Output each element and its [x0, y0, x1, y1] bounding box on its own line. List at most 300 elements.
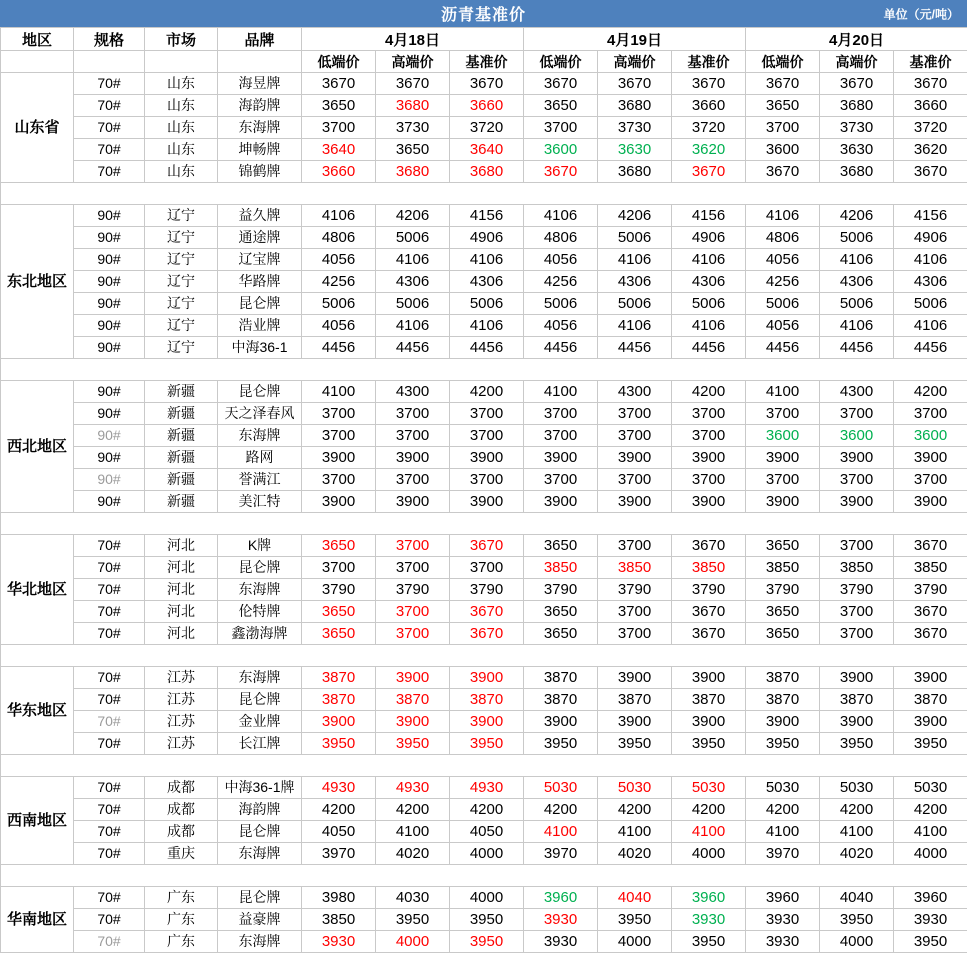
spec-cell: 90#: [74, 381, 145, 403]
price-cell: 3700: [302, 425, 376, 447]
price-cell: 4056: [524, 315, 598, 337]
price-cell: 3670: [524, 161, 598, 183]
table-row: [1, 205, 967, 227]
price-cell: 3700: [894, 469, 967, 491]
price-cell: 3730: [598, 117, 672, 139]
price-cell: 3670: [746, 161, 820, 183]
price-cell: 3790: [598, 579, 672, 601]
price-cell: 3950: [450, 931, 524, 953]
price-cell: 3700: [820, 535, 894, 557]
market-cell: 山东: [145, 95, 218, 117]
price-cell: 3900: [524, 711, 598, 733]
market-cell: 辽宁: [145, 249, 218, 271]
price-subheader-low: 低端价: [524, 51, 598, 73]
price-cell: 3720: [672, 117, 746, 139]
price-cell: 3670: [672, 601, 746, 623]
table-row: [1, 447, 967, 469]
market-cell: 广东: [145, 887, 218, 909]
price-cell: 4456: [376, 337, 450, 359]
separator-cell: [1, 755, 967, 777]
region-label: 西北地区: [1, 381, 74, 513]
price-cell: 3700: [376, 557, 450, 579]
market-cell: 河北: [145, 601, 218, 623]
price-cell: 3650: [746, 601, 820, 623]
price-cell: 3790: [302, 579, 376, 601]
price-cell: 5006: [672, 293, 746, 315]
price-cell: 3790: [450, 579, 524, 601]
price-cell: 4806: [746, 227, 820, 249]
price-cell: 3700: [820, 601, 894, 623]
col-header-market: 市场: [145, 28, 218, 51]
table-row: [1, 249, 967, 271]
table-row: [1, 601, 967, 623]
price-cell: 3670: [894, 535, 967, 557]
price-cell: 3700: [672, 469, 746, 491]
price-cell: 3900: [746, 711, 820, 733]
price-cell: 3870: [376, 689, 450, 711]
market-cell: 江苏: [145, 667, 218, 689]
price-cell: 3900: [820, 491, 894, 513]
price-cell: 3850: [672, 557, 746, 579]
separator-cell: [1, 513, 967, 535]
price-cell: 3900: [524, 491, 598, 513]
price-cell: 4000: [450, 843, 524, 865]
price-cell: 4100: [746, 381, 820, 403]
price-cell: 3700: [820, 403, 894, 425]
price-cell: 3900: [894, 667, 967, 689]
price-cell: 3700: [524, 425, 598, 447]
market-cell: 成都: [145, 821, 218, 843]
price-cell: 3670: [672, 623, 746, 645]
price-cell: 4200: [524, 799, 598, 821]
price-cell: 3620: [894, 139, 967, 161]
price-cell: 3930: [746, 909, 820, 931]
price-cell: 4106: [746, 205, 820, 227]
price-cell: 4200: [450, 381, 524, 403]
price-cell: 3900: [524, 447, 598, 469]
brand-cell: 中海36-1: [218, 337, 302, 359]
market-cell: 辽宁: [145, 293, 218, 315]
brand-cell: 昆仑牌: [218, 887, 302, 909]
brand-cell: 海韵牌: [218, 95, 302, 117]
price-cell: 3790: [672, 579, 746, 601]
brand-cell: 坤畅牌: [218, 139, 302, 161]
price-cell: 3670: [450, 623, 524, 645]
market-cell: 辽宁: [145, 227, 218, 249]
price-cell: 4306: [598, 271, 672, 293]
price-cell: 4200: [598, 799, 672, 821]
region-label: 东北地区: [1, 205, 74, 359]
price-cell: 3660: [894, 95, 967, 117]
table-row: [1, 227, 967, 249]
table-row: [1, 95, 967, 117]
price-cell: 4020: [376, 843, 450, 865]
price-cell: 4306: [672, 271, 746, 293]
separator-row: [1, 513, 967, 535]
region-label: 山东省: [1, 73, 74, 183]
price-cell: 3600: [746, 425, 820, 447]
price-cell: 3930: [894, 909, 967, 931]
price-cell: 3960: [894, 887, 967, 909]
price-cell: 3950: [820, 909, 894, 931]
spec-cell: 90#: [74, 403, 145, 425]
price-cell: 4200: [302, 799, 376, 821]
separator-row: [1, 755, 967, 777]
table-row: [1, 491, 967, 513]
price-cell: 3950: [450, 909, 524, 931]
price-cell: 4000: [598, 931, 672, 953]
price-cell: 4256: [302, 271, 376, 293]
table-row: [1, 293, 967, 315]
price-cell: 5006: [376, 293, 450, 315]
price-cell: 4106: [820, 249, 894, 271]
spec-cell: 90#: [74, 271, 145, 293]
price-cell: 3600: [894, 425, 967, 447]
price-cell: 3900: [598, 491, 672, 513]
price-cell: 4000: [672, 843, 746, 865]
price-cell: 3680: [598, 161, 672, 183]
spec-cell: 70#: [74, 887, 145, 909]
col-header-spec: 规格: [74, 28, 145, 51]
price-cell: 4030: [376, 887, 450, 909]
price-cell: 3680: [598, 95, 672, 117]
price-cell: 4100: [524, 821, 598, 843]
table-row: [1, 843, 967, 865]
table-row: [1, 821, 967, 843]
spec-cell: 90#: [74, 205, 145, 227]
price-cell: 3900: [672, 667, 746, 689]
price-cell: 3700: [524, 403, 598, 425]
price-cell: 3650: [524, 623, 598, 645]
region-label: 华东地区: [1, 667, 74, 755]
price-cell: 4106: [820, 315, 894, 337]
price-cell: 4106: [450, 249, 524, 271]
price-cell: 4156: [894, 205, 967, 227]
price-cell: 4156: [450, 205, 524, 227]
price-cell: 3900: [672, 491, 746, 513]
market-cell: 新疆: [145, 425, 218, 447]
brand-cell: 海昱牌: [218, 73, 302, 95]
price-cell: 3670: [894, 73, 967, 95]
price-cell: 3900: [894, 447, 967, 469]
brand-cell: 天之泽春风: [218, 403, 302, 425]
price-cell: 4200: [672, 799, 746, 821]
spec-cell: 70#: [74, 711, 145, 733]
price-cell: 3950: [672, 931, 746, 953]
brand-cell: 东海牌: [218, 117, 302, 139]
price-cell: 5030: [820, 777, 894, 799]
header-row-prices: [1, 51, 967, 73]
price-cell: 4456: [672, 337, 746, 359]
price-cell: 4806: [302, 227, 376, 249]
price-cell: 4200: [820, 799, 894, 821]
price-cell: 4106: [524, 205, 598, 227]
table-row: [1, 425, 967, 447]
separator-row: [1, 359, 967, 381]
price-cell: 3950: [302, 733, 376, 755]
price-cell: 3670: [672, 73, 746, 95]
price-cell: 3680: [820, 161, 894, 183]
price-cell: 3900: [672, 711, 746, 733]
price-table: [0, 27, 967, 953]
price-cell: 3870: [820, 689, 894, 711]
brand-cell: 昆仑牌: [218, 821, 302, 843]
price-cell: 3650: [524, 601, 598, 623]
spec-cell: 90#: [74, 491, 145, 513]
price-cell: 3660: [302, 161, 376, 183]
brand-cell: 东海牌: [218, 843, 302, 865]
brand-cell: 华路牌: [218, 271, 302, 293]
price-cell: 3700: [820, 469, 894, 491]
price-cell: 4040: [820, 887, 894, 909]
price-cell: 3790: [894, 579, 967, 601]
price-cell: 3900: [376, 667, 450, 689]
price-cell: 4056: [746, 249, 820, 271]
price-cell: 4930: [450, 777, 524, 799]
price-cell: 3930: [524, 909, 598, 931]
price-cell: 3900: [376, 711, 450, 733]
price-cell: 3670: [894, 601, 967, 623]
price-cell: 4056: [302, 249, 376, 271]
price-cell: 3790: [746, 579, 820, 601]
table-row: [1, 909, 967, 931]
separator-row: [1, 865, 967, 887]
col-header-region: 地区: [1, 28, 74, 51]
price-cell: 4100: [302, 381, 376, 403]
price-cell: 4906: [894, 227, 967, 249]
price-cell: 3650: [302, 623, 376, 645]
price-subheader-benchmark: 基准价: [450, 51, 524, 73]
price-cell: 4106: [450, 315, 524, 337]
price-cell: 3900: [598, 447, 672, 469]
price-cell: 4156: [672, 205, 746, 227]
region-label: 华南地区: [1, 887, 74, 953]
spec-cell: 70#: [74, 909, 145, 931]
price-cell: 3670: [450, 601, 524, 623]
header-empty-cell: [74, 51, 145, 73]
price-cell: 4050: [302, 821, 376, 843]
region-label: 西南地区: [1, 777, 74, 865]
price-cell: 3870: [450, 689, 524, 711]
price-cell: 4806: [524, 227, 598, 249]
price-cell: 3900: [450, 447, 524, 469]
price-cell: 3950: [894, 733, 967, 755]
table-row: [1, 337, 967, 359]
price-cell: 3660: [672, 95, 746, 117]
price-cell: 3870: [302, 667, 376, 689]
price-cell: 3790: [376, 579, 450, 601]
price-cell: 3850: [598, 557, 672, 579]
price-cell: 4206: [598, 205, 672, 227]
table-row: [1, 689, 967, 711]
price-cell: 4100: [672, 821, 746, 843]
spec-cell: 90#: [74, 249, 145, 271]
table-row: [1, 733, 967, 755]
price-cell: 3700: [746, 403, 820, 425]
table-row: [1, 139, 967, 161]
price-cell: 3700: [894, 403, 967, 425]
price-cell: 3970: [302, 843, 376, 865]
brand-cell: 东海牌: [218, 425, 302, 447]
price-cell: 3960: [524, 887, 598, 909]
price-cell: 3670: [302, 73, 376, 95]
price-cell: 3900: [672, 447, 746, 469]
price-cell: 3900: [450, 491, 524, 513]
date-header-apr19: 4月19日: [524, 28, 746, 51]
spec-cell: 70#: [74, 117, 145, 139]
price-cell: 4306: [820, 271, 894, 293]
price-cell: 3670: [598, 73, 672, 95]
brand-cell: 昆仑牌: [218, 557, 302, 579]
price-cell: 3660: [450, 95, 524, 117]
spec-cell: 70#: [74, 557, 145, 579]
table-row: [1, 535, 967, 557]
price-cell: 3650: [746, 535, 820, 557]
price-cell: 3850: [746, 557, 820, 579]
price-cell: 5030: [598, 777, 672, 799]
price-cell: 4456: [820, 337, 894, 359]
table-row: [1, 777, 967, 799]
price-cell: 3900: [820, 667, 894, 689]
price-cell: 3730: [376, 117, 450, 139]
price-cell: 3700: [376, 535, 450, 557]
separator-row: [1, 183, 967, 205]
spec-cell: 70#: [74, 821, 145, 843]
price-cell: 4100: [746, 821, 820, 843]
brand-cell: 益久牌: [218, 205, 302, 227]
price-subheader-high: 高端价: [376, 51, 450, 73]
header-empty-cell: [218, 51, 302, 73]
price-cell: 3650: [302, 535, 376, 557]
price-cell: 4930: [376, 777, 450, 799]
price-cell: 3870: [524, 667, 598, 689]
price-cell: 4106: [672, 249, 746, 271]
price-cell: 3950: [376, 733, 450, 755]
price-cell: 3900: [598, 711, 672, 733]
price-cell: 3720: [450, 117, 524, 139]
price-cell: 4200: [450, 799, 524, 821]
region-label: 华北地区: [1, 535, 74, 645]
price-cell: 3670: [450, 73, 524, 95]
price-cell: 3790: [524, 579, 598, 601]
price-cell: 4106: [894, 315, 967, 337]
price-cell: 3870: [598, 689, 672, 711]
price-cell: 4106: [598, 249, 672, 271]
price-cell: 3650: [524, 535, 598, 557]
price-subheader-high: 高端价: [598, 51, 672, 73]
spec-cell: 90#: [74, 469, 145, 491]
table-row: [1, 557, 967, 579]
price-cell: 5006: [524, 293, 598, 315]
price-cell: 3700: [376, 601, 450, 623]
spec-cell: 90#: [74, 293, 145, 315]
market-cell: 新疆: [145, 403, 218, 425]
brand-cell: 鑫渤海牌: [218, 623, 302, 645]
table-row: [1, 271, 967, 293]
price-cell: 3870: [302, 689, 376, 711]
price-cell: 3700: [598, 535, 672, 557]
price-cell: 5030: [672, 777, 746, 799]
price-cell: 3700: [376, 623, 450, 645]
spec-cell: 70#: [74, 139, 145, 161]
table-row: [1, 931, 967, 953]
brand-cell: 东海牌: [218, 667, 302, 689]
brand-cell: 辽宝牌: [218, 249, 302, 271]
price-cell: 4306: [450, 271, 524, 293]
price-cell: 5006: [894, 293, 967, 315]
price-cell: 3700: [376, 425, 450, 447]
market-cell: 山东: [145, 117, 218, 139]
market-cell: 辽宁: [145, 337, 218, 359]
price-cell: 3680: [450, 161, 524, 183]
price-cell: 3670: [450, 535, 524, 557]
price-cell: 3900: [450, 667, 524, 689]
price-cell: 3630: [598, 139, 672, 161]
market-cell: 河北: [145, 579, 218, 601]
price-cell: 3670: [894, 623, 967, 645]
price-cell: 4200: [894, 381, 967, 403]
price-cell: 3700: [524, 469, 598, 491]
market-cell: 新疆: [145, 381, 218, 403]
separator-cell: [1, 865, 967, 887]
price-cell: 3650: [524, 95, 598, 117]
price-cell: 4906: [672, 227, 746, 249]
price-cell: 3950: [376, 909, 450, 931]
brand-cell: 昆仑牌: [218, 381, 302, 403]
price-cell: 4106: [894, 249, 967, 271]
price-cell: 4106: [376, 249, 450, 271]
market-cell: 新疆: [145, 447, 218, 469]
brand-cell: 益豪牌: [218, 909, 302, 931]
price-cell: 4100: [524, 381, 598, 403]
date-header-apr18: 4月18日: [302, 28, 524, 51]
price-cell: 3900: [302, 491, 376, 513]
price-cell: 3900: [820, 447, 894, 469]
price-cell: 5030: [746, 777, 820, 799]
market-cell: 江苏: [145, 689, 218, 711]
market-cell: 江苏: [145, 711, 218, 733]
price-cell: 3630: [820, 139, 894, 161]
price-cell: 5006: [450, 293, 524, 315]
price-cell: 3700: [450, 425, 524, 447]
price-cell: 3670: [820, 73, 894, 95]
price-cell: 3930: [302, 931, 376, 953]
price-subheader-low: 低端价: [302, 51, 376, 73]
price-cell: 3950: [450, 733, 524, 755]
price-cell: 5006: [598, 293, 672, 315]
price-cell: 4200: [746, 799, 820, 821]
price-cell: 3700: [376, 469, 450, 491]
price-cell: 3640: [450, 139, 524, 161]
spec-cell: 70#: [74, 689, 145, 711]
price-cell: 3650: [376, 139, 450, 161]
price-cell: 3950: [598, 733, 672, 755]
spec-cell: 90#: [74, 315, 145, 337]
table-row: [1, 667, 967, 689]
price-cell: 3700: [820, 623, 894, 645]
price-cell: 4106: [598, 315, 672, 337]
price-cell: 3680: [820, 95, 894, 117]
price-cell: 4206: [376, 205, 450, 227]
price-subheader-low: 低端价: [746, 51, 820, 73]
brand-cell: 长江牌: [218, 733, 302, 755]
brand-cell: 通途牌: [218, 227, 302, 249]
table-row: [1, 469, 967, 491]
price-cell: 4020: [820, 843, 894, 865]
price-cell: 3900: [450, 711, 524, 733]
brand-cell: 美汇特: [218, 491, 302, 513]
price-cell: 4456: [598, 337, 672, 359]
